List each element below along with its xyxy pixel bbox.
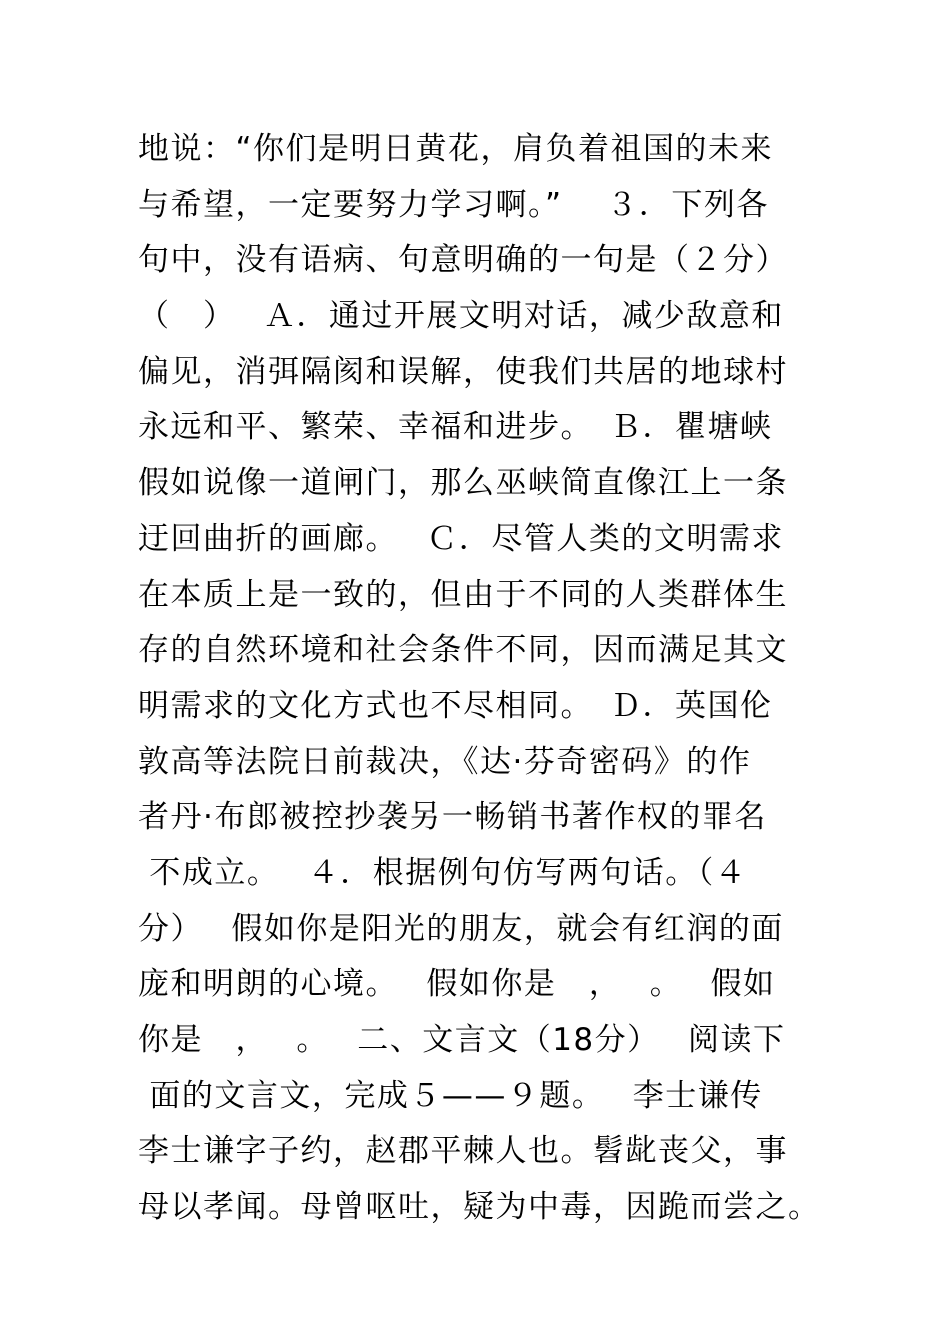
text-line: 者丹·布郎被控抄袭另一畅销书著作权的罪名 [138, 799, 767, 836]
text-line: 迂回曲折的画廊。 Ｃ．尽管人类的文明需求 [138, 520, 784, 557]
text-line: 地说：“你们是明日黄花，肩负着祖国的未来 [138, 131, 774, 167]
text-line: 永远和平、繁荣、幸福和进步。 Ｂ．瞿塘峡 [138, 409, 773, 446]
text-line: 与希望，一定要努力学习啊。” ３．下列各 [138, 186, 769, 223]
text-line: 分） 假如你是阳光的朋友，就会有红润的面 [138, 910, 784, 947]
text-line: 敦高等法院日前裁决，《达·芬奇密码》的作 [138, 743, 752, 780]
text-line: 假如说像一道闸门，那么巫峡简直像江上一条 [138, 465, 788, 502]
text-line: 句中，没有语病、句意明确的一句是（２分） [138, 242, 788, 279]
text-line: 面的文言文，完成５——９题。 李士谦传 [138, 1077, 763, 1114]
text-line: （ ） Ａ．通过开展文明对话，减少敌意和 [138, 298, 784, 335]
text-line: 你是 ， 。 二、文言文（18分） 阅读下 [138, 1022, 786, 1058]
text-line: 不成立。 ４．根据例句仿写两句话。（４ [138, 854, 748, 891]
text-line: 偏见，消弭隔阂和误解，使我们共居的地球村 [138, 353, 788, 390]
text-line: 存的自然环境和社会条件不同，因而满足其文 [138, 632, 788, 669]
text-line: 明需求的文化方式也不尽相同。 Ｄ．英国伦 [138, 687, 773, 724]
text-line: 庞和明朗的心境。 假如你是 ， 。 假如 [138, 966, 776, 1003]
passage-text [138, 122, 838, 1236]
text-line: 李士谦字子约，赵郡平棘人也。髫龀丧父，事 [138, 1133, 788, 1170]
text-line: 母以孝闻。母曾呕吐，疑为中毒，因跪而尝之。 [138, 1189, 821, 1226]
text-line: 在本质上是一致的，但由于不同的人类群体生 [138, 576, 788, 613]
